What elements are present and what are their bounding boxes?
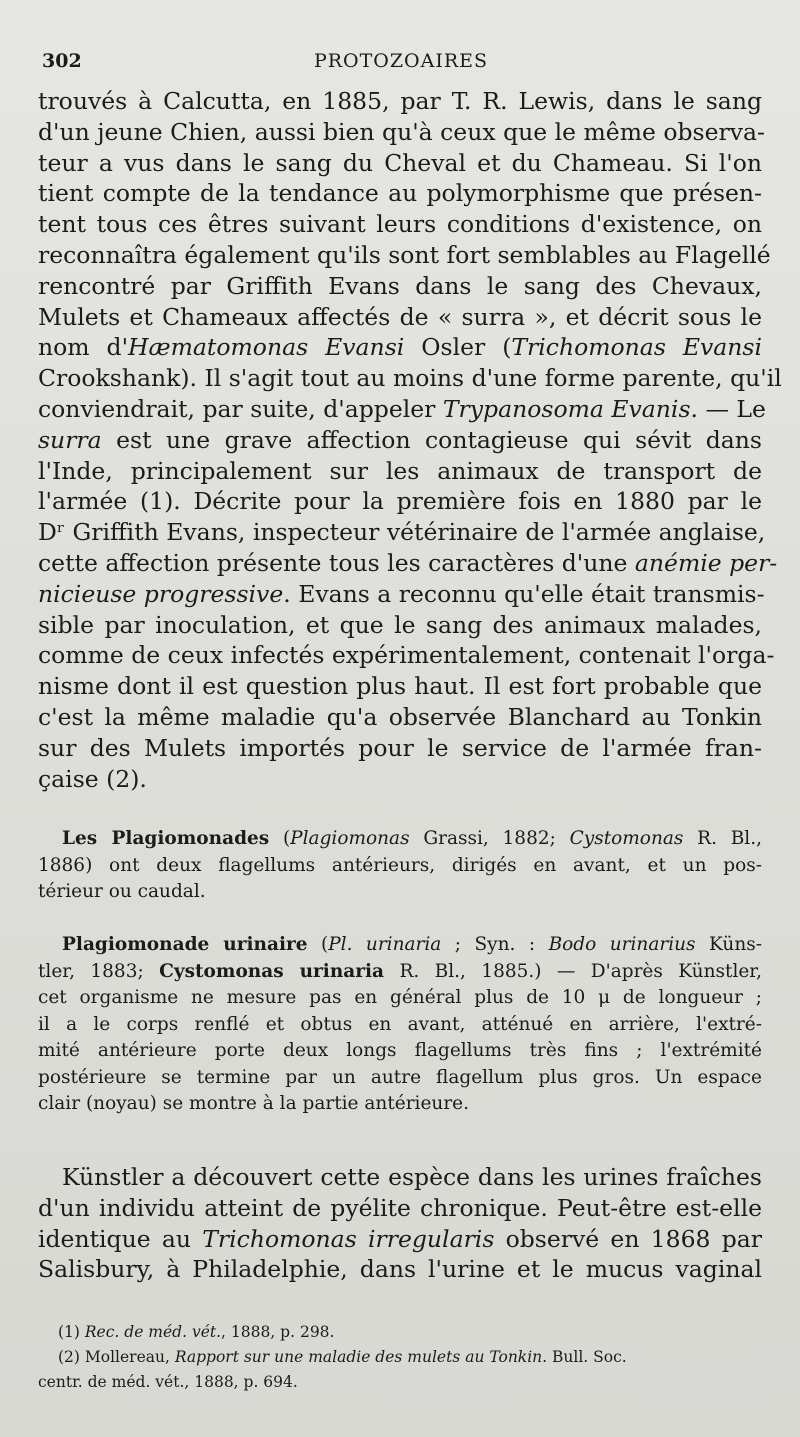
text-line	[38, 959, 762, 986]
text-run: , 1888, p. 298.	[221, 1323, 335, 1341]
paragraph-plagiomonades	[38, 826, 762, 906]
italic-term: Trichomonas irregularis	[202, 1224, 495, 1253]
italic-term: anémie per-	[634, 548, 778, 577]
text-run: 1886) ont deux flagellums antérieurs, dirigés en avant, et un pos-	[38, 854, 762, 876]
text-run: Küns-	[695, 934, 762, 955]
text-run: est une grave affection contagieuse qui sévit dans	[101, 425, 762, 454]
italic-term: Pl. urinaria	[328, 934, 442, 955]
text-run: sible par inoculation, et que le sang des animaux malades,	[38, 610, 762, 639]
text-line	[38, 271, 762, 302]
footnotes	[38, 1320, 762, 1395]
italic-term: nicieuse progressive	[38, 579, 284, 608]
footnote-line	[38, 1345, 762, 1370]
page-number: 302	[42, 50, 82, 72]
text-run: (1)	[58, 1323, 85, 1341]
text-run: tler, 1883;	[38, 960, 160, 982]
text-run: çaise (2).	[38, 764, 147, 793]
text-line	[38, 456, 762, 487]
text-line	[38, 985, 762, 1012]
italic-term: Bodo urinarius	[548, 934, 696, 955]
text-line	[38, 1224, 762, 1255]
text-run: . — Le	[690, 394, 766, 423]
text-run: conviendrait, par suite, d'appeler	[38, 394, 443, 423]
text-run: clair (noyau) se montre à la partie antérieure.	[38, 1093, 469, 1114]
text-run: R. Bl., 1885.) — D'après Künstler,	[384, 960, 763, 982]
text-run: reconnaîtra également qu'ils sont fort semblables au Flagellé	[38, 240, 771, 269]
text-run: teur a vus dans le sang du Cheval et du Chameau. Si l'on	[38, 148, 762, 177]
text-line	[38, 425, 762, 456]
page-header	[42, 50, 760, 80]
text-line	[38, 1012, 762, 1039]
text-line	[38, 1091, 762, 1118]
text-line	[38, 640, 775, 671]
text-line	[38, 764, 762, 795]
text-line	[38, 932, 762, 959]
text-run: observé en 1868 par	[494, 1224, 762, 1253]
text-run: nisme dont il est question plus haut. Il est fort probable que	[38, 672, 762, 701]
text-line	[38, 1162, 762, 1193]
text-run: Osler (	[404, 333, 512, 362]
text-line	[38, 332, 762, 363]
text-line	[38, 148, 762, 179]
italic-term: Plagiomonas	[290, 828, 410, 849]
text-line	[38, 517, 766, 548]
text-run: nom d'	[38, 333, 129, 362]
text-run: l'Inde, principalement sur les animaux de transport de	[38, 456, 762, 485]
text-run: Dʳ Griffith Evans, inspecteur vétérinaire de l'armée anglaise,	[38, 518, 766, 547]
text-line	[38, 1254, 762, 1285]
text-line	[38, 302, 762, 333]
text-run: tient compte de la tendance au polymorphisme que présen-	[38, 179, 762, 208]
text-line	[38, 1038, 762, 1065]
text-run: comme de ceux infectés expérimentalement, contenait l'orga-	[38, 641, 775, 670]
text-run: trouvés à Calcutta, en 1885, par T. R. Lewis, dans le sang	[38, 87, 762, 115]
text-run: tent tous ces êtres suivant leurs conditions d'existence, on	[38, 210, 762, 239]
text-run: l'armée (1). Décrite pour la première fois en 1880 par le	[38, 487, 762, 516]
text-line	[38, 363, 782, 394]
italic-term: Cystomonas	[569, 828, 684, 849]
text-run: cet organisme ne mesure pas en général plus de 10 μ de longueur ;	[38, 987, 762, 1008]
text-run: térieur ou caudal.	[38, 881, 206, 902]
text-run: Grassi, 1882;	[409, 828, 570, 849]
text-run: . Bull. Soc.	[542, 1348, 627, 1366]
text-line	[38, 733, 762, 764]
text-line	[38, 86, 762, 117]
text-line	[38, 579, 765, 610]
text-line	[38, 209, 762, 240]
text-run: c'est la même maladie qu'a observée Blanchard au Tonkin	[38, 702, 762, 731]
running-title: PROTOZOAIRES	[313, 50, 489, 72]
text-run: il a le corps renflé et obtus en avant, atténué en arrière, l'extré-	[38, 1013, 762, 1035]
text-run: R. Bl.,	[683, 828, 762, 849]
italic-term: Rapport sur une maladie des mulets au Tonkin	[174, 1348, 543, 1366]
text-run: d'un individu atteint de pyélite chronique. Peut-être est-elle	[38, 1193, 762, 1222]
text-run: postérieure se termine par un autre flagellum plus gros. Un espace	[38, 1066, 762, 1088]
text-line	[38, 240, 771, 271]
text-line	[38, 671, 762, 702]
text-line	[38, 853, 762, 880]
text-line	[38, 702, 762, 733]
text-run: . Evans a reconnu qu'elle était transmis-	[283, 579, 765, 608]
text-run: (	[307, 934, 329, 955]
text-run: Crookshank). Il s'agit tout au moins d'une forme parente, qu'il	[38, 364, 782, 393]
text-run: Salisbury, à Philadelphie, dans l'urine et le mucus vaginal	[38, 1255, 762, 1284]
text-run: d'un jeune Chien, aussi bien qu'à ceux que le même observa-	[38, 117, 765, 146]
italic-term: Trichomonas Evansi	[511, 333, 762, 362]
paragraph-kunstler	[38, 1162, 762, 1285]
text-line	[38, 1193, 762, 1224]
text-run: (	[269, 828, 291, 849]
text-line	[38, 879, 762, 906]
text-line	[38, 486, 762, 517]
text-run: cette affection présente tous les caractères d'une	[38, 548, 635, 577]
text-line	[38, 548, 778, 579]
footnote-line	[38, 1320, 762, 1345]
text-line	[38, 394, 766, 425]
text-run: identique au	[38, 1224, 203, 1253]
text-line	[38, 1065, 762, 1092]
text-run: (2) Mollereau,	[58, 1348, 175, 1366]
text-line	[38, 117, 765, 148]
text-run: centr. de méd. vét., 1888, p. 694.	[38, 1373, 298, 1391]
paragraph-surra	[38, 86, 782, 794]
paragraph-plagiomonade-urinaire	[38, 932, 762, 1118]
section-heading: Les Plagiomonades	[62, 828, 270, 849]
italic-term: Hæmatomonas Evansi	[128, 333, 405, 362]
section-heading: Cystomonas urinaria	[159, 960, 385, 982]
text-run: Mulets et Chameaux affectés de « surra », et décrit sous le	[38, 302, 762, 331]
section-heading: Plagiomonade urinaire	[62, 934, 308, 955]
text-run: mité antérieure porte deux longs flagellums très fins ; l'extrémité	[38, 1040, 762, 1061]
text-run: Künstler a découvert cette espèce dans les urines fraîches	[62, 1163, 762, 1191]
text-run: ; Syn. :	[441, 934, 549, 955]
italic-term: Rec. de méd. vét.	[84, 1323, 222, 1341]
text-run: rencontré par Griffith Evans dans le sang des Chevaux,	[38, 271, 762, 300]
text-line	[38, 178, 762, 209]
text-line	[38, 826, 762, 853]
text-line	[38, 610, 762, 641]
italic-term: surra	[38, 425, 102, 454]
italic-term: Trypanosoma Evanis	[442, 394, 691, 423]
text-run: sur des Mulets importés pour le service de l'armée fran-	[38, 733, 762, 762]
footnote-line	[38, 1370, 762, 1395]
